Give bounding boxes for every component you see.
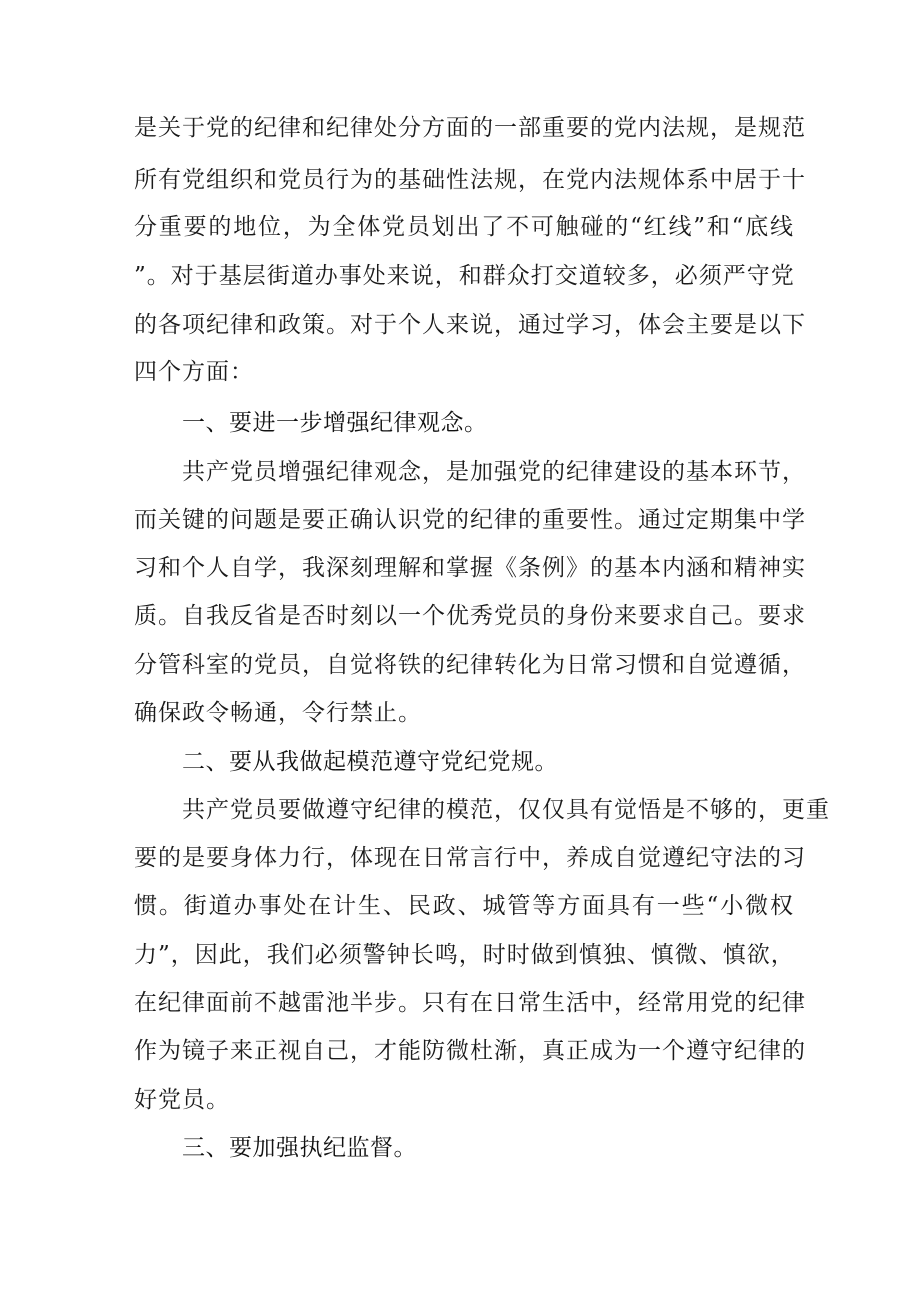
paragraph-line: 的各项纪律和政策。对于个人来说，通过学习，体会主要是以下 bbox=[134, 312, 806, 338]
paragraph-line: 分管科室的党员，自觉将铁的纪律转化为日常习惯和自觉遵循， bbox=[134, 652, 806, 678]
paragraph-line: 确保政令畅通，令行禁止。 bbox=[134, 700, 422, 726]
paragraph-line: 共产党员增强纪律观念，是加强党的纪律建设的基本环节， bbox=[182, 459, 806, 485]
paragraph-line: 所有党组织和党员行为的基础性法规，在党内法规体系中居于十 bbox=[134, 167, 806, 193]
paragraph-line: 分重要的地位，为全体党员划出了不可触碰的“红线”和“底线 bbox=[134, 214, 794, 240]
section-heading-3: 三、要加强执纪监督。 bbox=[182, 1135, 417, 1161]
paragraph-line: 习和个人自学，我深刻理解和掌握《条例》的基本内涵和精神实 bbox=[134, 555, 806, 581]
paragraph-line: 四个方面： bbox=[134, 359, 254, 385]
paragraph-line: ”。对于基层街道办事处来说，和群众打交道较多，必须严守党 bbox=[134, 263, 795, 289]
paragraph-line: 惯。街道办事处在计生、民政、城管等方面具有一些“小微权 bbox=[134, 893, 794, 919]
paragraph-line: 在纪律面前不越雷池半步。只有在日常生活中，经常用党的纪律 bbox=[134, 990, 806, 1016]
paragraph-line: 而关键的问题是要正确认识党的纪律的重要性。通过定期集中学 bbox=[134, 507, 806, 533]
paragraph-line: 要的是要身体力行，体现在日常言行中，养成自觉遵纪守法的习 bbox=[134, 845, 806, 871]
paragraph-line: 是关于党的纪律和纪律处分方面的一部重要的党内法规，是规范 bbox=[134, 115, 806, 141]
paragraph-line: 作为镜子来正视自己，才能防微杜渐，真正成为一个遵守纪律的 bbox=[134, 1038, 806, 1064]
paragraph-line: 共产党员要做遵守纪律的模范，仅仅具有觉悟是不够的，更重 bbox=[182, 797, 830, 823]
section-heading-2: 二、要从我做起模范遵守党纪党规。 bbox=[182, 749, 558, 775]
section-heading-1: 一、要进一步增强纪律观念。 bbox=[182, 410, 488, 436]
paragraph-line: 力”，因此，我们必须警钟长鸣，时时做到慎独、慎微、慎欲， bbox=[134, 942, 795, 968]
paragraph-line: 好党员。 bbox=[134, 1087, 230, 1113]
paragraph-line: 质。自我反省是否时刻以一个优秀党员的身份来要求自己。要求 bbox=[134, 603, 806, 629]
